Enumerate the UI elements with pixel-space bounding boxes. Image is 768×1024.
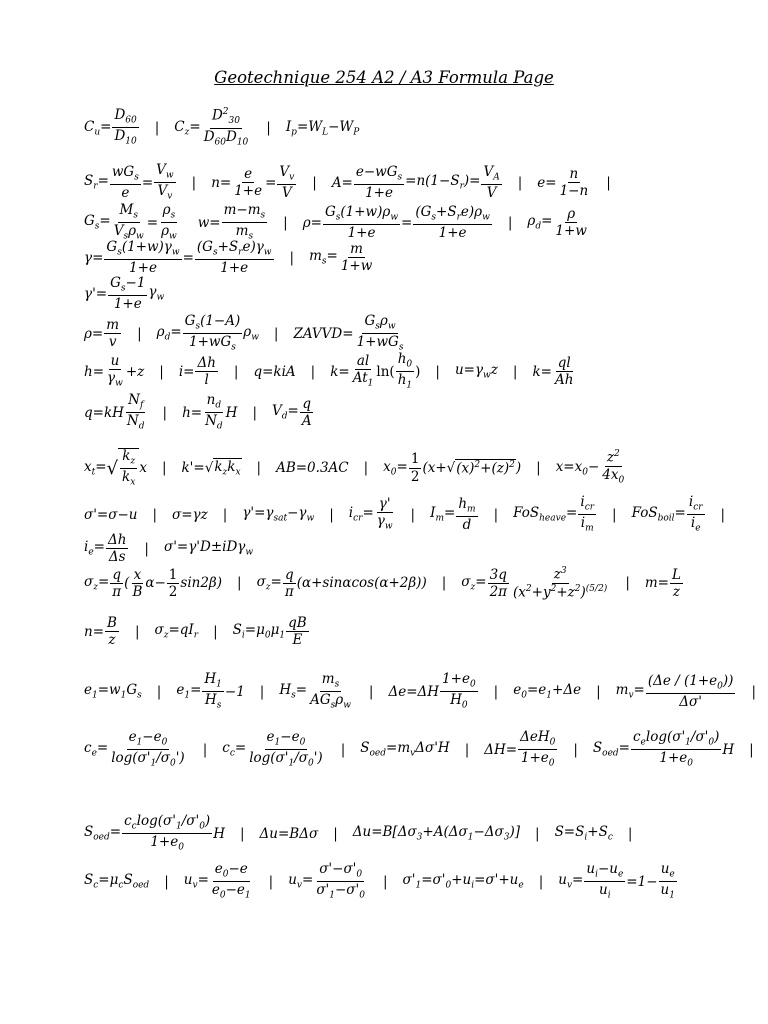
formula-line-6: ρ= $\frac{m}{v}$ | $\rho_d=$ $G_s(1-A)$ $1+wG_s$ $\rho_w$ | ZAVVD= $G_s\rho_w$ $1+wG_s$	[84, 313, 404, 353]
formula-line-11: $i_e=$ $\frac{\Delta h}{\Delta s}$ | σ'=γ'D±iDγ$_w$	[84, 532, 254, 566]
formula-line-10: σ'=σ−u | σ=γz | $\gamma'=\gamma_{sat}-\gamma_w$ | $i_{cr}=$ $\frac{\gamma'}{\gamma_w}$ | $I_m=$ $\frac{h_m}{d}$ | FoS$_{heave}$= $i_{cr}$ $i_m$ | FoS$_{boil}$= $i_{cr}$ $i_e$ |	[84, 494, 726, 534]
page-title: Geotechnique 254 A2 / A3 Formula Page	[214, 68, 554, 87]
formula-line-5: γ'= $\frac{G_s-1}{1+e}$ $\gamma_w$	[84, 275, 165, 313]
formula-line-3: $G_s=$ $M_s$ $V_s\rho_w$ = $\frac{\rho_s}{\rho_w}$ w= $\frac{m-m_s}{m_s}$ | ρ= $\frac{G_s(1+w)\rho_w}{1+e}$ = $(G_s+S_re)\rho_w$ 1+e | $\rho_d=$ $\frac{\rho}{1+w}$	[84, 202, 587, 242]
formula-line-4: γ= $\frac{G_s(1+w)\gamma_w}{1+e}$ = $(G_s+S_re)\gamma_w$ 1+e | $m_s=$ $\frac{m}{1+w}$	[84, 239, 373, 277]
formula-line-9: $x_t=$ √ $\frac{k_z}{k_x}$ x | k'= √ $k_zk_x$ | AB=0.3AC | $x_0=$ $\frac{1}{2}$ (x+ √ $(x)^2+(z)^2$ ) | $x=x_0-$ $\frac{z^2}{4x_0}$	[84, 448, 625, 488]
formula-line-17: $S_c=\mu_cS_{oed}$ | $u_v=$ $\frac{e_0-e}{e_0-e_1}$ | $u_v=$ $\frac{\sigma'-\sigma'_0}{\sigma'_1-\sigma'_0}$ | $\sigma'_1=\sigma'_0+u_i=\sigma'+u_e$ | $u_v=$ $\frac{u_i-u_e}{u_i}$ =1− $\frac{u_e}{u_1}$	[84, 861, 675, 901]
formula-line-2: $S_r=$ $wG_s$ e = $\frac{V_w}{V_v}$ | n= $\frac{e}{1+e}$ = $\frac{V_v}{V}$ | A= $e-wG_s$ 1+e $=n(1-S_r)=$ $\frac{V_A}{V}$ | e= $\frac{n}{1-n}$ |	[84, 162, 611, 202]
formula-line-13: n= $\frac{B}{z}$ | $\sigma_z=qI_r$ | $S_i=\mu_0\mu_1$ qB E	[84, 615, 307, 649]
formula-line-12: $\sigma_z=$ $\frac{q}{\pi}$ ( x B α− $\frac{1}{2}$ sin2β) | $\sigma_z=$ $\frac{q}{\pi}$ (α+sinαcos(α+2β)) | $\sigma_z=$ $\frac{3q}{2\pi}$ $z^3$ $(x^2+y^2+z^2)^{(5/2)}$ | m= $\frac{L}{z}$	[84, 566, 681, 601]
formula-line-1: $C_u=$ $\frac{D_{60}}{D_{10}}$ | $C_z=$ $\frac{D^2_{30}}{D_{60}D_{10}}$ | $I_p=W_L-W_P$	[84, 107, 360, 148]
formula-line-8: q=kH $N_f$ $N_d$ | h= $\frac{n_d}{N_d}$ H | $V_d=$ $\frac{q}{A}$	[84, 392, 312, 432]
formula-line-14: $e_1=w_1G_s$ | $e_1=$ $\frac{H_1}{H_s}$ −1 | $H_s=$ $m_s$ $AG_s\rho_w$ | Δe=ΔH $1+e_0$ $H_0$ | $e_0=e_1+\Delta e$ | $m_v=$ $\frac{(\Delta e / (1+e_0))}{\Delta\sigma'}$ |	[84, 671, 756, 711]
formula-line-16: $S_{oed}=$ $\frac{c_c\log(\sigma'_1/\sigma'_0)}{1+e_0}$ H | Δu=BΔσ | $\Delta u=B[\Delta\sigma_3+A(\Delta\sigma_1-\Delta\sigma_3)]$ | $S=S_i+S_c$ |	[84, 813, 633, 853]
formula-line-15: $c_e=$ $\frac{e_1-e_0}{\log(\sigma'_1/\sigma_0')}$ | $c_c=$ $\frac{e_1-e_0}{\log(\sigma'_1/\sigma_0')}$ | $S_{oed}=m_v\Delta\sigma'H$ | ΔH= ΔeH$_0$ $1+e_0$ | $S_{oed}=$ $\frac{c_e\log(\sigma'_1/\sigma'_0)}{1+e_0}$ H |	[84, 729, 754, 769]
formula-line-7: h= $\frac{u}{\gamma_w}$ +z | i= $\frac{\Delta h}{l}$ | q=kiA | k= $\frac{al}{At_1}$ ln( $h_0$ $h_1$ ) | $u=\gamma_wz$ | k= $\frac{ql}{Ah}$	[84, 351, 574, 391]
